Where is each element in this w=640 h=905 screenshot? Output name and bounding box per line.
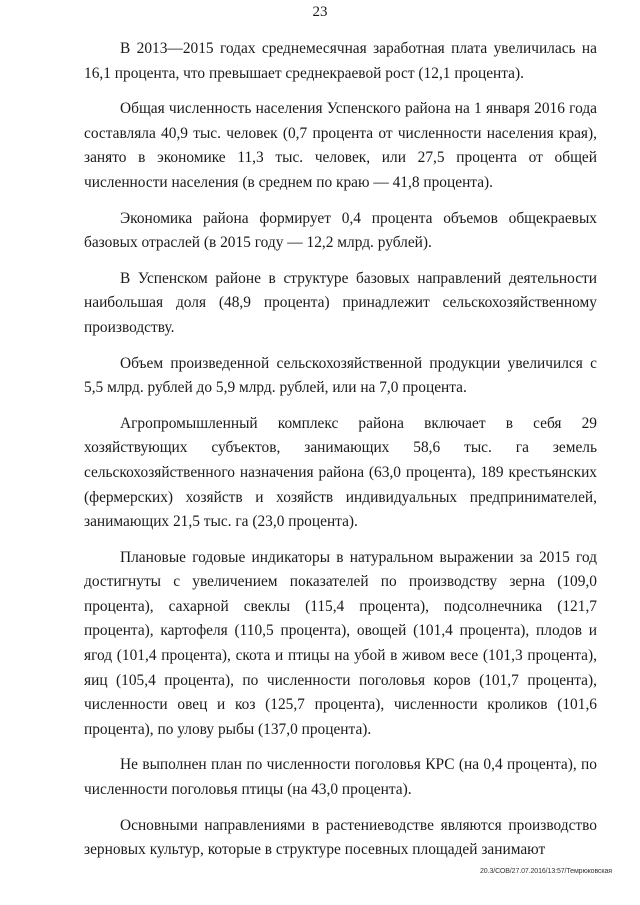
document-body — [84, 37, 597, 874]
footer-document-code: 20.3/СОВ/27.07.2016/13:57/Темрюковская — [480, 868, 612, 875]
paragraph-indicators: Плановые годовые индикаторы в натуральном выражении за 2015 год достигнуты с увеличением показателей по производству зерна (109,0 процента), сахарной свеклы (115,4 процента), подсолнечника (121,7 процента), картофеля (110,5 процента), овощей (101,4 процента), плодов и ягод (101,4 процента), скота и птицы на убой в живом весе (101,3 процента), яиц (105,4 процента), по численности поголовья коров (101,7 процента), численности овец и коз (125,7 процента), численности кроликов (101,6 процента), по улову рыбы (137,0 процента). — [84, 548, 597, 738]
paragraph-crop-directions: Основными направлениями в растениеводстве являются производство зерновых культур, которые в структуре посевных площадей занимают — [84, 816, 597, 859]
paragraph-agro-complex: Агропромышленный комплекс района включает в себя 29 хозяйствующих субъектов, занимающих 58,6 тыс. га земель сельскохозяйственного назначения района (63,0 процента), 189 крестьянских (фермерских) хозяйств и хозяйств индивидуальных предпринимателей, занимающих 21,5 тыс. га (23,0 процента). — [84, 414, 597, 531]
paragraph-agriculture-share: В Успенском районе в структуре базовых направлений деятельности наибольшая доля (48,9 процента) принадлежит сельскохозяйственному производству. — [84, 269, 597, 336]
paragraph-economy-share: Экономика района формирует 0,4 процента объемов общекраевых базовых отраслей (в 2015 году — 12,2 млрд. рублей). — [84, 209, 597, 252]
paragraph-agri-output: Объем произведенной сельскохозяйственной продукции увеличился с 5,5 млрд. рублей до 5,9 млрд. рублей, или на 7,0 процента. — [84, 354, 597, 397]
paragraph-population: Общая численность населения Успенского района на 1 января 2016 года составляла 40,9 тыс. человек (0,7 процента от численности населения края), занято в экономике 11,3 тыс. человек, или 27,5 процента от общей численности населения (в среднем по краю — 41,8 процента). — [84, 100, 597, 191]
page-number: 23 — [312, 4, 328, 20]
paragraph-plan-not-met: Не выполнен план по численности поголовья КРС (на 0,4 процента), по численности поголовья птицы (на 43,0 процента). — [84, 756, 597, 799]
paragraph-wages: В 2013—2015 годах среднемесячная заработная плата увеличилась на 16,1 процента, что превышает среднекраевой рост (12,1 процента). — [84, 40, 597, 82]
